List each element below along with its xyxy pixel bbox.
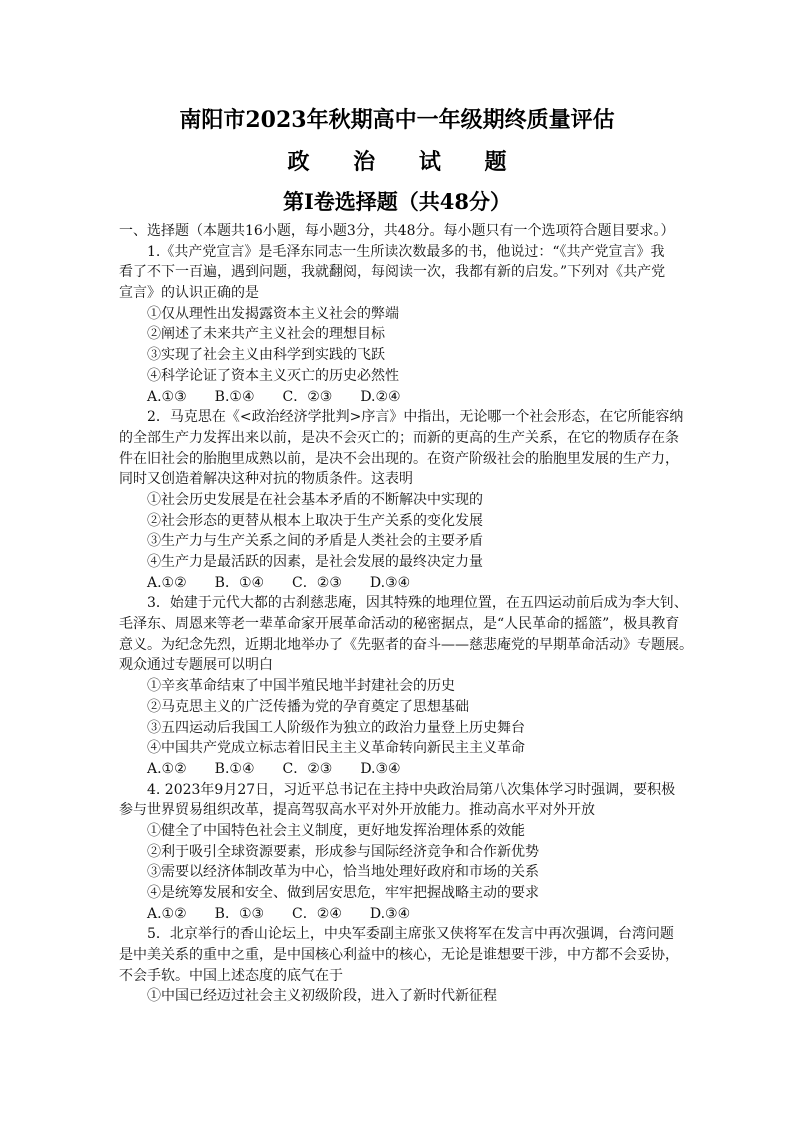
- question-stem-line: 2．马克思在《<政治经济学批判>序言》中指出，无论哪一个社会形态，在它所能容纳: [147, 409, 684, 426]
- question-4: [119, 780, 675, 925]
- option-2: ②利于吸引全球资源要素，形成参与国际经济竞争和合作新优势: [147, 843, 539, 860]
- question-stem-line: 3．始建于元代大都的古刹慈悲庵，因其特殊的地理位置，在五四运动前后成为李大钊、: [147, 595, 688, 612]
- answer-choices: A.①③ B.①④ C．②③ D.②④: [147, 388, 401, 405]
- option-3: ③生产力与生产关系之间的矛盾是人类社会的主要矛盾: [147, 533, 483, 550]
- option-4: ④科学论证了资本主义灭亡的历史必然性: [147, 367, 399, 384]
- answer-choices: A.①② B.①④ C．②③ D.③④: [147, 760, 401, 777]
- question-2: [119, 407, 684, 593]
- question-stem-line: 毛泽东、周恩来等老一辈革命家开展革命活动的秘密据点，是“人民革命的摇篮”，极具教育: [119, 616, 680, 633]
- option-4: ④生产力是最活跃的因素，是社会发展的最终决定力量: [147, 554, 483, 570]
- option-1: ①健全了中国特色社会主义制度，更好地发挥治理体系的效能: [147, 822, 525, 839]
- question-stem-line: 5．北京举行的香山论坛上，中央军委副主席张又侠将军在发言中再次强调，台湾问题: [147, 926, 674, 943]
- question-stem-line: 是中美关系的重中之重，是中国核心利益中的核心，无论是谁想要干涉，中方都不会妥协，: [119, 947, 679, 964]
- answer-choices: A.①② B．①④ C．②③ D.③④: [147, 574, 411, 591]
- option-3: ③需要以经济体制改革为中心，恰当地处理好政府和市场的关系: [147, 864, 539, 881]
- option-1: ①辛亥革命结束了中国半殖民地半封建社会的历史: [147, 678, 455, 695]
- option-2: ②马克思主义的广泛传播为党的孕育奠定了思想基础: [147, 698, 469, 715]
- question-stem-line: 同时又创造着解决这种对抗的物质条件。这表明: [119, 471, 413, 488]
- answer-choices: A.①② B．①③ C．②④ D.③④: [147, 905, 411, 922]
- question-1: [119, 242, 675, 408]
- option-2: ②社会形态的更替从根本上取决于生产关系的变化发展: [147, 512, 483, 529]
- question-stem-line: 1.《共产党宣言》是毛泽东同志一生所读次数最多的书，他说过：“《共产党宣言》我: [147, 243, 665, 260]
- question-stem-line: 意义。为纪念先烈，近期北地举办了《先驱者的奋斗——慈悲庵党的早期革命活动》专题展。: [119, 636, 693, 653]
- option-1: ①中国已经迈过社会主义初级阶段，进入了新时代新征程: [147, 988, 497, 1005]
- question-stem-line: 看了不下一百遍，遇到问题，我就翻阅，每阅读一次，我都有新的启发。”下列对《共产党: [119, 264, 666, 281]
- question-stem-line: 4. 2023年9月27日，习近平总书记在主持中央政治局第八次集体学习时强调，要积极: [147, 781, 676, 798]
- option-3: ③五四运动后我国工人阶级作为独立的政治力量登上历史舞台: [147, 719, 525, 736]
- question-stem-line: 的全部生产力发挥出来以前，是决不会灭亡的；而新的更高的生产关系，在它的物质存在条: [119, 429, 679, 446]
- option-4: ④中国共产党成立标志着旧民主主义革命转向新民主主义革命: [147, 740, 525, 757]
- question-stem-line: 观众通过专题展可以明白: [119, 657, 273, 674]
- option-2: ②阐述了未来共产主义社会的理想目标: [147, 326, 385, 343]
- question-stem-line: 宣言》的认识正确的是: [119, 285, 259, 302]
- question-stem-line: 件在旧社会的胎胞里成熟以前，是决不会出现的。在资产阶级社会的胎胞里发展的生产力，: [119, 450, 679, 467]
- section-intro: 一、选择题（本题共16小题，每小题3分，共48分。每小题只有一个选项符合题目要求。）: [119, 223, 675, 239]
- option-1: ①社会历史发展是在社会基本矛盾的不断解决中实现的: [147, 491, 483, 508]
- option-3: ③实现了社会主义由科学到实践的飞跃: [147, 347, 385, 364]
- option-1: ①仅从理性出发揭露资本主义社会的弊端: [147, 305, 399, 322]
- exam-content: [119, 221, 693, 1007]
- question-5: [119, 924, 679, 1007]
- part-heading: 第Ⅰ卷选择题（共48分）: [282, 189, 512, 214]
- question-stem-line: 参与世界贸易组织改革，提高驾驭高水平对外开放能力。推动高水平对外开放: [119, 802, 595, 819]
- question-stem-line: 不会手软。中国上述态度的底气在于: [119, 967, 343, 984]
- option-4: ④是统筹发展和安全、做到居安思危，牢牢把握战略主动的要求: [147, 885, 539, 901]
- exam-title: 南阳市2023年秋期高中一年级期终质量评估: [179, 107, 615, 133]
- question-3: [119, 593, 693, 779]
- exam-subject: 政 治 试 题: [287, 149, 525, 175]
